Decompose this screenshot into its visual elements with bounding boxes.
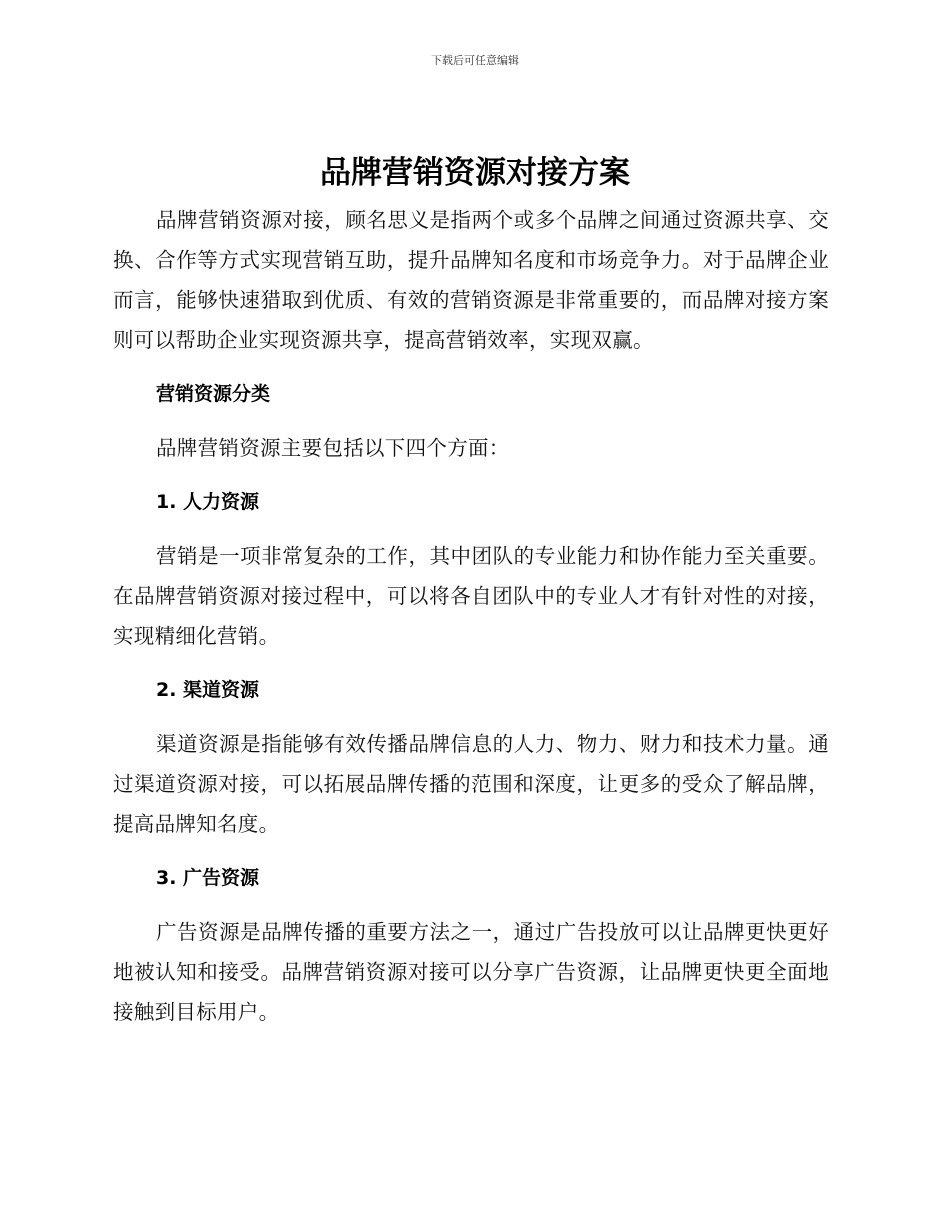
item-heading-channel-resources: 2. 渠道资源 xyxy=(156,679,260,701)
spacer xyxy=(113,898,829,912)
page-header-note: 下载后可任意编辑 xyxy=(431,54,519,67)
section-heading: 营销资源分类 xyxy=(156,383,271,405)
document-body xyxy=(113,200,829,1032)
spacer xyxy=(113,710,829,724)
document-title: 品牌营销资源对接方案 xyxy=(320,155,630,191)
spacer xyxy=(113,844,829,858)
item-paragraph-channel-resources: 渠道资源是指能够有效传播品牌信息的人力、物力、财力和技术力量。通过渠道资源对接，可以拓展品牌传播的范围和深度，让更多的受众了解品牌，提高品牌知名度。 xyxy=(113,732,829,836)
item-paragraph-advertising-resources: 广告资源是品牌传播的重要方法之一，通过广告投放可以让品牌更快更好地被认知和接受。品牌营销资源对接可以分享广告资源，让品牌更快更全面地接触到目标用户。 xyxy=(113,920,829,1024)
item-paragraph-human-resources: 营销是一项非常复杂的工作，其中团队的专业能力和协作能力至关重要。在品牌营销资源对接过程中，可以将各自团队中的专业人才有针对性的对接，实现精细化营销。 xyxy=(113,544,829,648)
section-intro-paragraph: 品牌营销资源主要包括以下四个方面： xyxy=(156,436,510,460)
spacer xyxy=(113,522,829,536)
spacer xyxy=(113,414,829,428)
item-heading-advertising-resources: 3. 广告资源 xyxy=(156,867,260,889)
intro-paragraph: 品牌营销资源对接，顾名思义是指两个或多个品牌之间通过资源共享、交换、合作等方式实现营销互助，提升品牌知名度和市场竞争力。对于品牌企业而言，能够快速猎取到优质、有效的营销资源是非常重要的，而品牌对接方案则可以帮助企业实现资源共享，提高营销效率，实现双赢。 xyxy=(113,208,829,352)
spacer xyxy=(113,468,829,482)
item-heading-human-resources: 1. 人力资源 xyxy=(156,491,260,513)
spacer xyxy=(113,656,829,670)
spacer xyxy=(113,360,829,374)
